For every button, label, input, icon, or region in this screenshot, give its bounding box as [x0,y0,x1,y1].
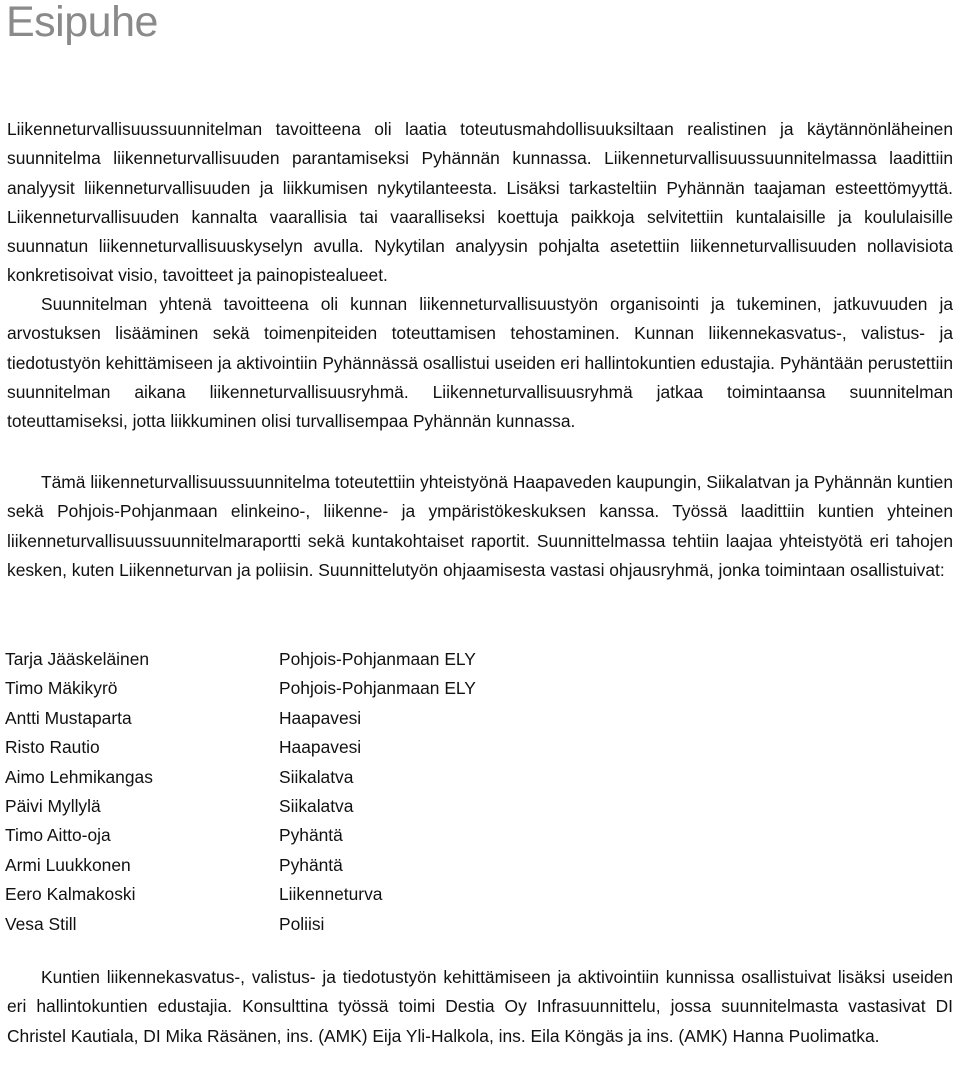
steering-group-member [5,880,625,909]
member-name: Eero Kalmakoski [5,884,136,905]
steering-group-member [5,704,625,733]
steering-group-member [5,645,625,674]
paragraph-organisation: Suunnitelman yhtenä tavoitteena oli kunnan liikenneturvallisuustyön organisointi ja tukeminen, jatkuvuuden ja arvostuksen lisääminen sekä toimenpiteiden toteuttamisen tehostaminen. Kunnan liikennekasvatus-, valistus- ja tiedotustyön kehittämiseen ja aktivointiin Pyhännässä osallistui useiden eri hallintokuntien edustajia. Pyhäntään perustettiin suunnitelman aikana liikenneturvallisuusryhmä. Liikenneturvallisuusryhmä jatkaa toimintaansa suunnitelman toteuttamiseksi, jotta liikkuminen olisi turvallisempaa Pyhännän kunnassa. [7,294,953,432]
paragraph-consultant: Kuntien liikennekasvatus-, valistus- ja tiedotustyön kehittämiseen ja aktivointiin kunnissa osallistuivat lisäksi useiden eri hallintokuntien edustajia. Konsulttina työssä toimi Destia Oy Infrasuunnittelu, jossa suunnitelmasta vastasivat DI Christel Kautiala, DI Mika Räsänen, ins. (AMK) Eija Yli-Halkola, ins. Eila Köngäs ja ins. (AMK) Hanna Puolimatka. [7,967,953,1046]
steering-group-member [5,733,625,762]
member-organisation: Poliisi [279,913,325,934]
steering-group-list [5,645,625,939]
paragraph-goals: Liikenneturvallisuussuunnitelman tavoitteena oli laatia toteutusmahdollisuuksiltaan realistinen ja käytännönläheinen suunnitelma liikenneturvallisuuden parantamiseksi Pyhännän kunnassa. Liikenneturvallisuussuunnitelmassa laadittiin analyysit liikenneturvallisuuden ja liikkumisen nykytilanteesta. Lisäksi tarkasteltiin Pyhännän taajaman esteettömyyttä. Liikenneturvallisuuden kannalta vaarallisia tai vaaralliseksi koettuja paikkoja selvitettiin kuntalaisille ja koululaisille suunnatun liikenneturvallisuuskyselyn avulla. Nykytilan analyysin pohjalta asetettiin liikenneturvallisuuden nollavisiota konkretisoivat visio, tavoitteet ja painopistealueet. [7,119,953,286]
member-name: Päivi Myllylä [5,795,101,816]
steering-group-member [5,851,625,880]
member-organisation: Pyhäntä [279,854,343,875]
paragraph-cooperation: Tämä liikenneturvallisuussuunnitelma toteutettiin yhteistyönä Haapaveden kaupungin, Siikalatvan ja Pyhännän kuntien sekä Pohjois-Pohjanmaan elinkeino-, liikenne- ja ympäristökeskuksen kanssa. Työssä laadittiin kuntien yhteinen liikenneturvallisuussuunnitelmaraportti sekä kuntakohtaiset raportit. Suunnittelmassa tehtiin laajaa yhteistyötä eri tahojen kesken, kuten Liikenneturvan ja poliisin. Suunnittelutyön ohjaamisesta vastasi ohjausryhmä, jonka toimintaan osallistuivat: [7,472,953,580]
steering-group-member [5,821,625,850]
member-organisation: Pyhäntä [279,825,343,846]
member-name: Armi Luukkonen [5,854,131,875]
steering-group-member [5,792,625,821]
member-organisation: Pohjois-Pohjanmaan ELY [279,678,476,699]
member-name: Tarja Jääskeläinen [5,649,150,669]
steering-group-member [5,763,625,792]
member-name: Aimo Lehmikangas [5,766,153,787]
member-organisation: Liikenneturva [279,884,383,905]
member-name: Timo Mäkikyrö [5,678,118,699]
member-organisation: Siikalatva [279,766,354,787]
member-name: Risto Rautio [5,737,100,758]
member-organisation: Siikalatva [279,795,354,816]
member-organisation: Haapavesi [279,707,362,728]
member-organisation: Pohjois-Pohjanmaan ELY [279,649,476,669]
member-name: Vesa Still [5,913,77,934]
member-name: Antti Mustaparta [5,707,132,728]
page-title: Esipuhe [6,0,158,46]
steering-group-member [5,910,625,939]
member-name: Timo Aitto-oja [5,825,111,846]
steering-group-member [5,674,625,703]
member-organisation: Haapavesi [279,737,362,758]
